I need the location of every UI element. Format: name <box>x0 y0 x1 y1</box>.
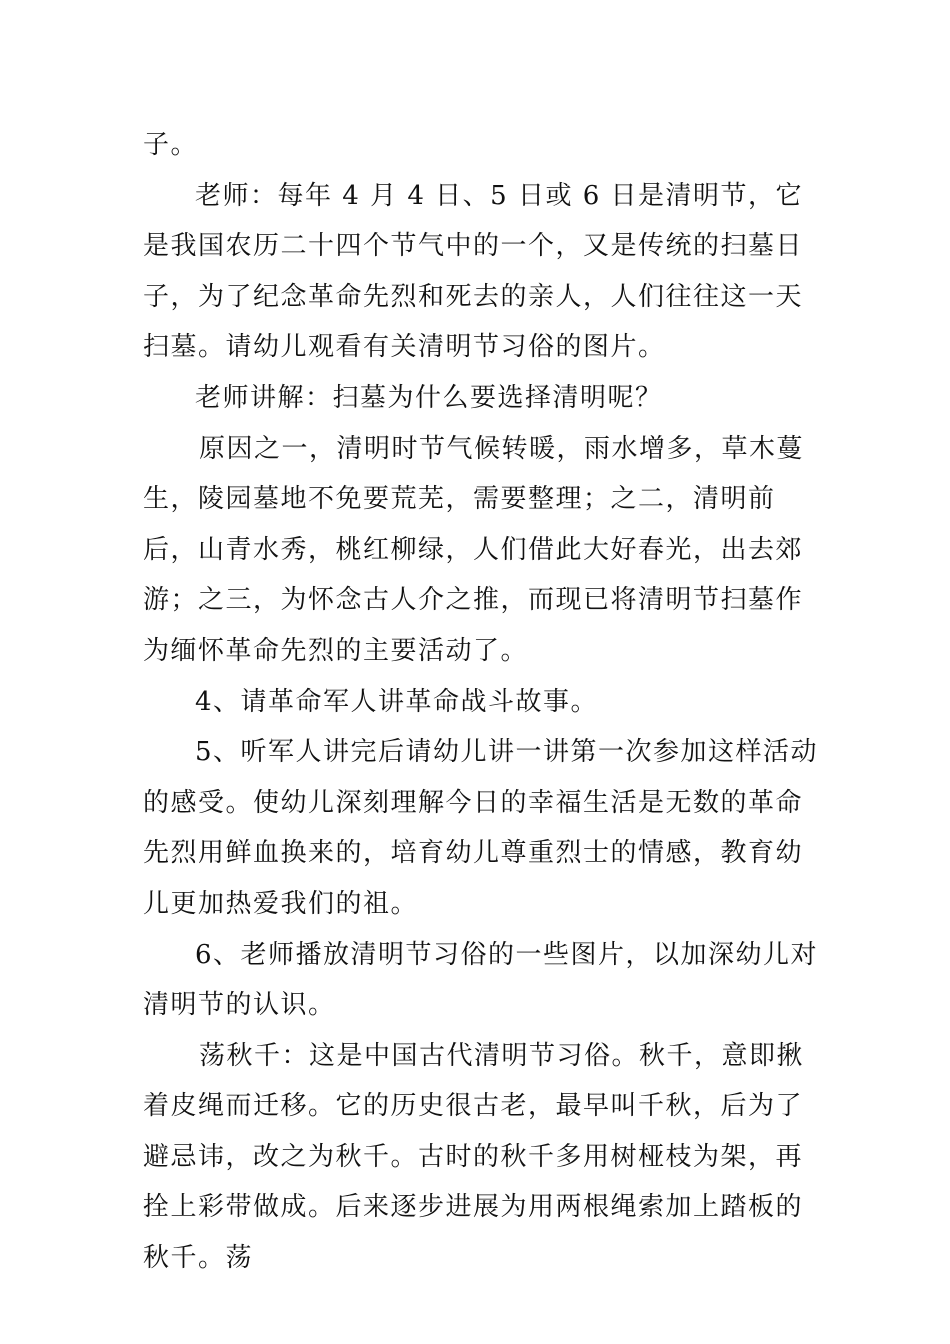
paragraph-step-5: 5、听军人讲完后请幼儿讲一讲第一次参加这样活动的感受。使幼儿深刻理解今日的幸福生活是无数的革命先烈用鲜血换来的，培育幼儿尊重烈士的情感，教育幼儿更加热爱我们的祖。 <box>143 737 819 919</box>
paragraph-teacher-question: 老师讲解：扫墓为什么要选择清明呢？ <box>195 382 663 413</box>
paragraph-continuation: 子。 <box>143 130 199 160</box>
paragraph-reasons: 原因之一，清明时节气候转暖，雨水增多，草木蔓生，陵园墓地不免要荒芜，需要整理；之二，清明前后，山青水秀，桃红柳绿，人们借此大好春光，出去郊游；之三，为怀念古人介之推，而现已将清明节扫墓作为缅怀革命先烈的主要活动了。 <box>143 433 805 666</box>
paragraph-step-6: 6、老师播放清明节习俗的一些图片，以加深幼儿对清明节的认识。 <box>143 939 819 1021</box>
paragraph-swing: 荡秋千：这是中国古代清明节习俗。秋千，意即揪着皮绳而迁移。它的历史很古老，最早叫千秋，后为了避忌讳，改之为秋千。古时的秋千多用树桠枝为架，再拴上彩带做成。后来逐步进展为用两根绳索加上踏板的秋千。荡 <box>143 1040 805 1274</box>
document-body <box>143 120 823 1284</box>
paragraph-step-4: 4、请革命军人讲革命战斗故事。 <box>195 686 599 717</box>
paragraph-teacher-intro: 老师：每年 4 月 4 日、5 日或 6 日是清明节，它是我国农历二十四个节气中的一个，又是传统的扫墓日子，为了纪念革命先烈和死去的亲人，人们往往这一天扫墓。请幼儿观看有关清明节习俗的图片。 <box>143 180 804 363</box>
